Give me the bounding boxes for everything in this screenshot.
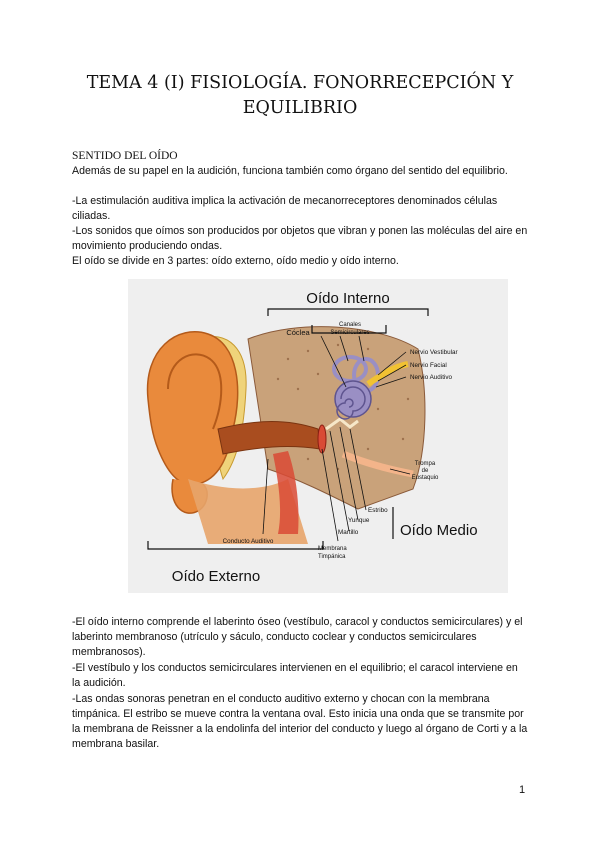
label-conducto-auditivo: Conducto Auditivo [222,538,274,545]
intro-paragraph-2: -La estimulación auditiva implica la activación de mecanorreceptores denominados células ciliadas. [72,195,498,222]
title-line-1: TEMA 4 (I) FISIOLOGÍA. FONORRECEPCIÓN Y [86,73,514,93]
label-oido-interno: Oído Interno [306,290,390,307]
page-number: 1 [519,784,526,796]
label-trompa-2: de [421,468,429,474]
label-membrana-2: Timpánica [318,554,346,560]
label-canales-2: Semicirculares [330,330,370,336]
intro-paragraph-3: -Los sonidos que oímos son producidos por objetos que vibran y ponen las moléculas del aire en movimiento produciendo ondas. [72,225,528,252]
label-oido-externo: Oído Externo [171,568,261,585]
temporal-bone-shape [248,327,425,509]
label-nervio-auditivo: Nervio Auditivo [410,374,452,381]
label-nervio-facial: Nervio Facial [410,362,447,369]
tympanic-membrane [318,425,326,453]
label-coclea: Cóclea [286,328,310,337]
page-title [60,71,540,121]
label-martillo: Martillo [338,529,359,536]
ear-diagram [128,279,508,593]
label-trompa-1: Trompa [414,461,436,467]
intro-paragraph-1: Además de su papel en la audición, funciona también como órgano del sentido del equilibrio. [72,165,508,177]
label-canales-1: Canales [338,322,362,328]
ear-anatomy-figure [128,279,508,593]
label-estribo: Estribo [368,507,388,514]
label-nervio-vestibular: Nervio Vestibular [410,349,458,356]
label-membrana-1: Membrana [318,546,347,552]
intro-paragraph-4: El oído se divide en 3 partes: oído externo, oído medio y oído interno. [72,255,399,267]
body-paragraph-3: -Las ondas sonoras penetran en el conducto auditivo externo y chocan con la membrana timpánica. El estribo se mueve contra la ventana oval. Esto inicia una onda que se transmite por la membrana de Reissner a la endolinfa del interior del conducto y luego al órgano de Corti y a la membrana basilar. [72,693,528,750]
label-oido-medio: Oído Medio [400,522,478,539]
body-paragraph-2: -El vestíbulo y los conductos semicirculares intervienen en el equilibrio; el caracol interviene en la audición. [72,662,518,689]
section-heading: SENTIDO DEL OÍDO [72,150,178,162]
body-paragraph-1: -El oído interno comprende el laberinto óseo (vestíbulo, caracol y conductos semicirculares) y el laberinto membranoso (utrículo y sáculo, conducto coclear y conductos semicirculares membranosos). [72,616,523,658]
label-yunque: Yunque [348,517,370,524]
label-trompa-3: Eustaquio [411,475,439,481]
title-line-2: EQUILIBRIO [242,98,358,118]
